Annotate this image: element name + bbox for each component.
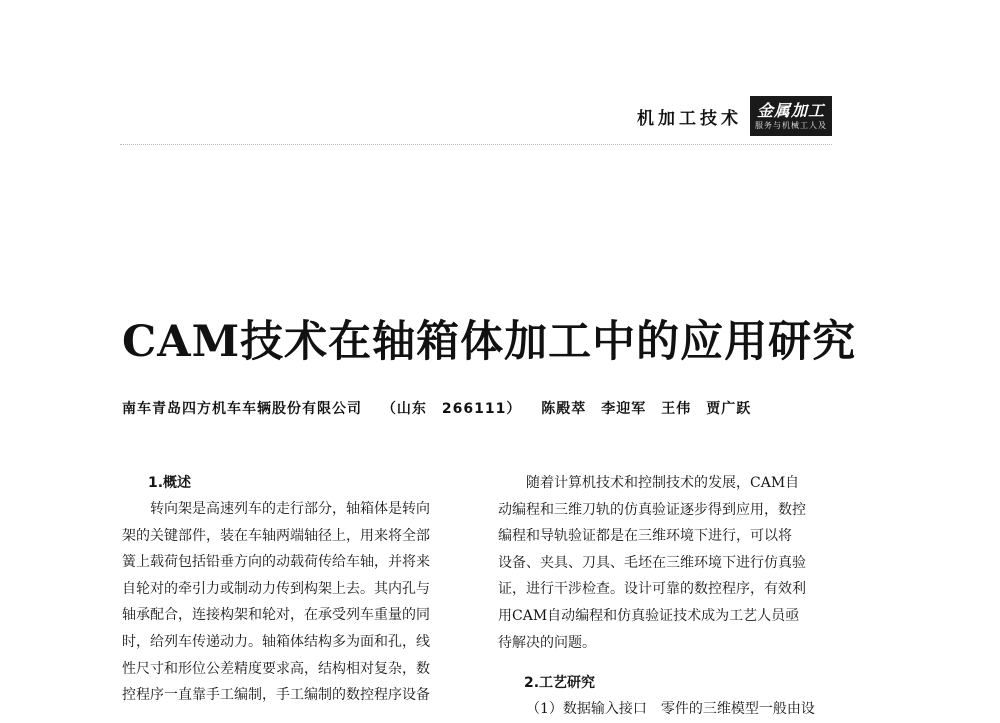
byline	[122, 398, 765, 418]
body-line: 动编程和三维刀轨的仿真验证逐步得到应用，数控	[498, 501, 806, 518]
body-line: 编程和导轨验证都是在三维环境下进行，可以将	[498, 528, 792, 545]
logo-sub-text: 服务与机械工人及	[755, 121, 827, 130]
byline-location: （山东 266111）	[381, 401, 522, 417]
body-line: 架的关键部件，装在车轴两端轴径上，用来将全部	[122, 527, 430, 544]
article-title: CAM技术在轴箱体加工中的应用研究	[122, 317, 857, 367]
section-heading-process: 2.工艺研究	[524, 675, 596, 692]
body-line: 用CAM自动编程和仿真验证技术成为工艺人员亟	[498, 607, 800, 624]
left-column	[122, 470, 462, 709]
body-line: 性尺寸和形位公差精度要求高，结构相对复杂，数	[122, 660, 430, 677]
paragraph-gap	[498, 656, 838, 670]
header-rule	[120, 144, 832, 145]
body-line: 时，给列车传递动力。轴箱体结构多为面和孔，线	[122, 633, 430, 650]
logo-main-text: 金属加工	[756, 101, 825, 120]
body-line: 待解决的问题。	[498, 634, 596, 651]
body-line: 自轮对的牵引力或制动力传到构架上去。其内孔与	[122, 580, 430, 597]
body-line: 设备、夹具、刀具、毛坯在三维环境下进行仿真验	[498, 554, 806, 571]
journal-logo	[750, 96, 832, 136]
section-label: 机加工技术	[637, 108, 742, 129]
body-line: 随着计算机技术和控制技术的发展，CAM自	[526, 475, 800, 491]
byline-affiliation: 南车青岛四方机车车辆股份有限公司	[122, 401, 362, 417]
body-line: 轴承配合，连接构架和轮对，在承受列车重量的同	[122, 607, 430, 624]
byline-authors: 陈殿萃 李迎军 王伟 贾广跃	[541, 401, 752, 417]
body-line: 控程序一直靠手工编制，手工编制的数控程序设备	[122, 687, 430, 704]
section-heading-overview: 1.概述	[148, 475, 192, 491]
right-column	[498, 470, 838, 723]
body-line: 转向架是高速列车的走行部分，轴箱体是转向	[150, 501, 430, 517]
body-line: 簧上载荷包括铅垂方向的动载荷传给车轴，并将来	[122, 554, 430, 571]
body-line: 证，进行干涉检查。设计可靠的数控程序，有效利	[498, 581, 806, 598]
body-line: （1）数据输入接口 零件的三维模型一般由设	[526, 701, 815, 718]
journal-header	[637, 96, 832, 136]
